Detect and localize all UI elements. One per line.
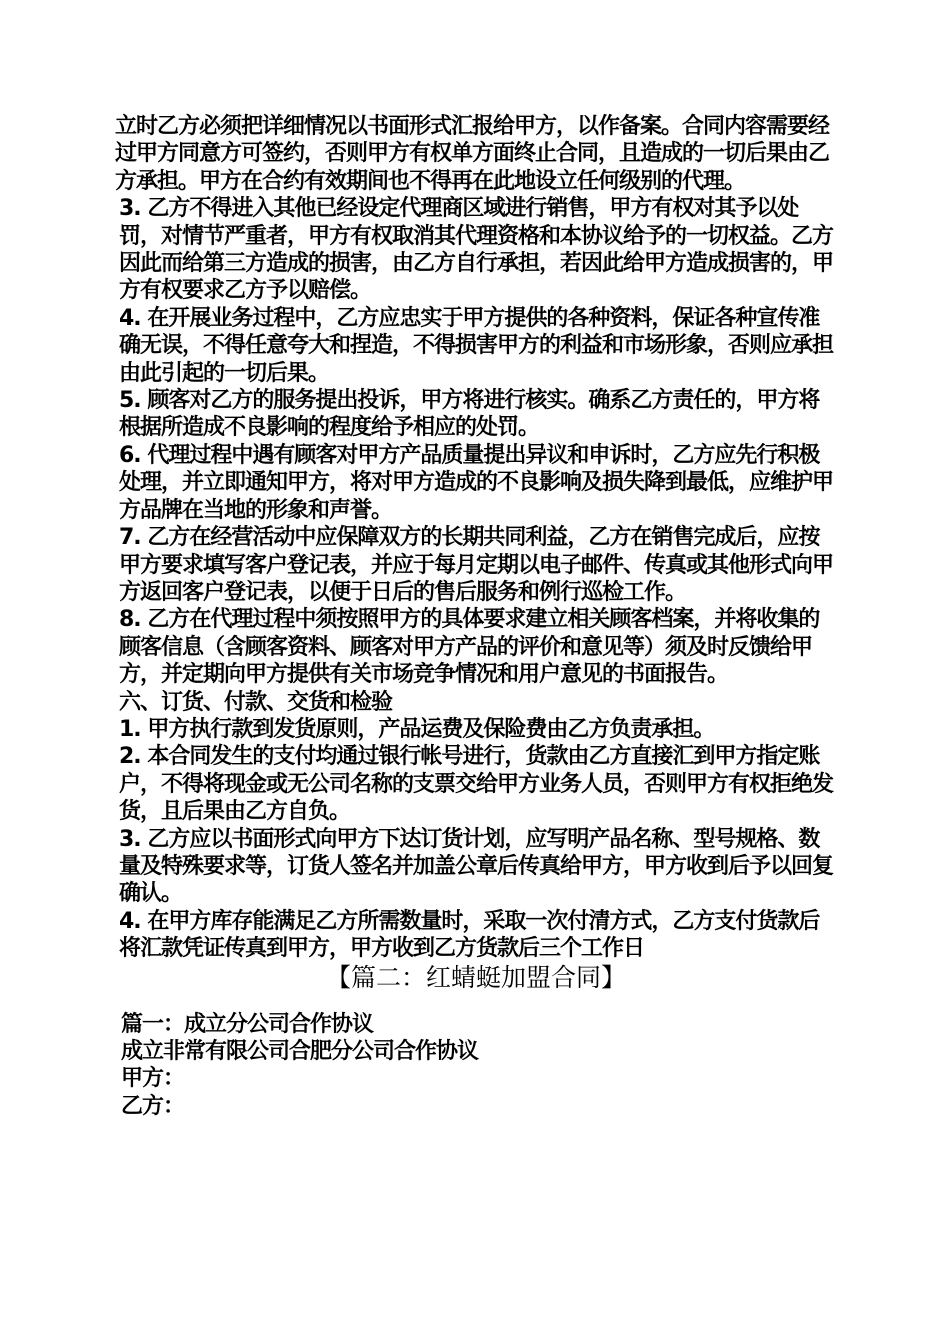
paragraph-item-7: 7. 乙方在经营活动中应保障双方的长期共同利益，乙方在销售完成后，应按甲方要求填写客户登记表，并应于每月定期以电子邮件、传真或其他形式向甲方返回客户登记表，以便于日后的售后服务和例行巡检工作。 — [119, 525, 834, 605]
section-title: 【篇二：红蜻蜓加盟合同】 — [325, 962, 626, 992]
section-six-heading: 六、订货、付款、交货和检验 — [119, 689, 393, 715]
section-six-item-2: 2. 本合同发生的支付均通过银行帐号进行，货款由乙方直接汇到甲方指定账户，不得将现金或无公司名称的支票交给甲方业务人员，否则甲方有权拒绝发货，且后果由乙方自负。 — [119, 744, 834, 825]
part-two-title: 篇一：成立分公司合作协议 — [121, 1011, 374, 1037]
party-a-label: 甲方： — [121, 1066, 185, 1092]
section-six-item-4: 4. 在甲方库存能满足乙方所需数量时，采取一次付清方式，乙方支付货款后将汇款凭证传真到甲方，甲方收到乙方货款后三个工作日 — [119, 908, 820, 962]
paragraph-item-4: 4. 在开展业务过程中，乙方应忠实于甲方提供的各种资料，保证各种宣传准确无误，不得任意夸大和捏造，不得损害甲方的利益和市场形象，否则应承担由此引起的一切后果。 — [119, 305, 834, 386]
section-six-item-3: 3. 乙方应以书面形式向甲方下达订货计划，应写明产品名称、型号规格、数量及特殊要求等，订货人签名并加盖公章后传真给甲方，甲方收到后予以回复确认。 — [119, 826, 834, 907]
party-b-label: 乙方： — [121, 1093, 185, 1119]
paragraph-item-5: 5. 顾客对乙方的服务提出投诉，甲方将进行核实。确系乙方责任的，甲方将根据所造成不良影响的程度给予相应的处罚。 — [119, 388, 820, 441]
paragraph-item-6: 6. 代理过程中遇有顾客对甲方产品质量提出异议和申诉时，乙方应先行积极处理，并立即通知甲方，将对甲方造成的不良影响及损失降到最低，应维护甲方品牌在当地的形象和声誉。 — [119, 442, 834, 523]
paragraph-item-8: 8. 乙方在代理过程中须按照甲方的具体要求建立相关顾客档案，并将收集的顾客信息（含顾客资料、顾客对甲方产品的评价和意见等）须及时反馈给甲方，并定期向甲方提供有关市场竞争情况和用户意见的书面报告。 — [119, 607, 820, 688]
paragraph-intro: 立时乙方必须把详细情况以书面形式汇报给甲方，以作备案。合同内容需要经过甲方同意方可签约，否则甲方有权单方面终止合同，且造成的一切后果由乙方承担。甲方在合约有效期间也不得再在此地设立任何级别的代理。 — [115, 114, 830, 194]
paragraph-item-3: 3. 乙方不得进入其他已经设定代理商区域进行销售，甲方有权对其予以处罚，对情节严重者，甲方有权取消其代理资格和本协议给予的一切权益。乙方因此而给第三方造成的损害，由乙方自行承担，若因此给甲方造成损害的，甲方有权要求乙方予以赔偿。 — [119, 196, 834, 304]
section-six-item-1: 1. 甲方执行款到发货原则，产品运费及保险费由乙方负责承担。 — [119, 716, 715, 742]
part-two-subtitle: 成立非常有限公司合肥分公司合作协议 — [121, 1039, 479, 1064]
spacer — [115, 993, 837, 1011]
document-page — [115, 113, 837, 1120]
